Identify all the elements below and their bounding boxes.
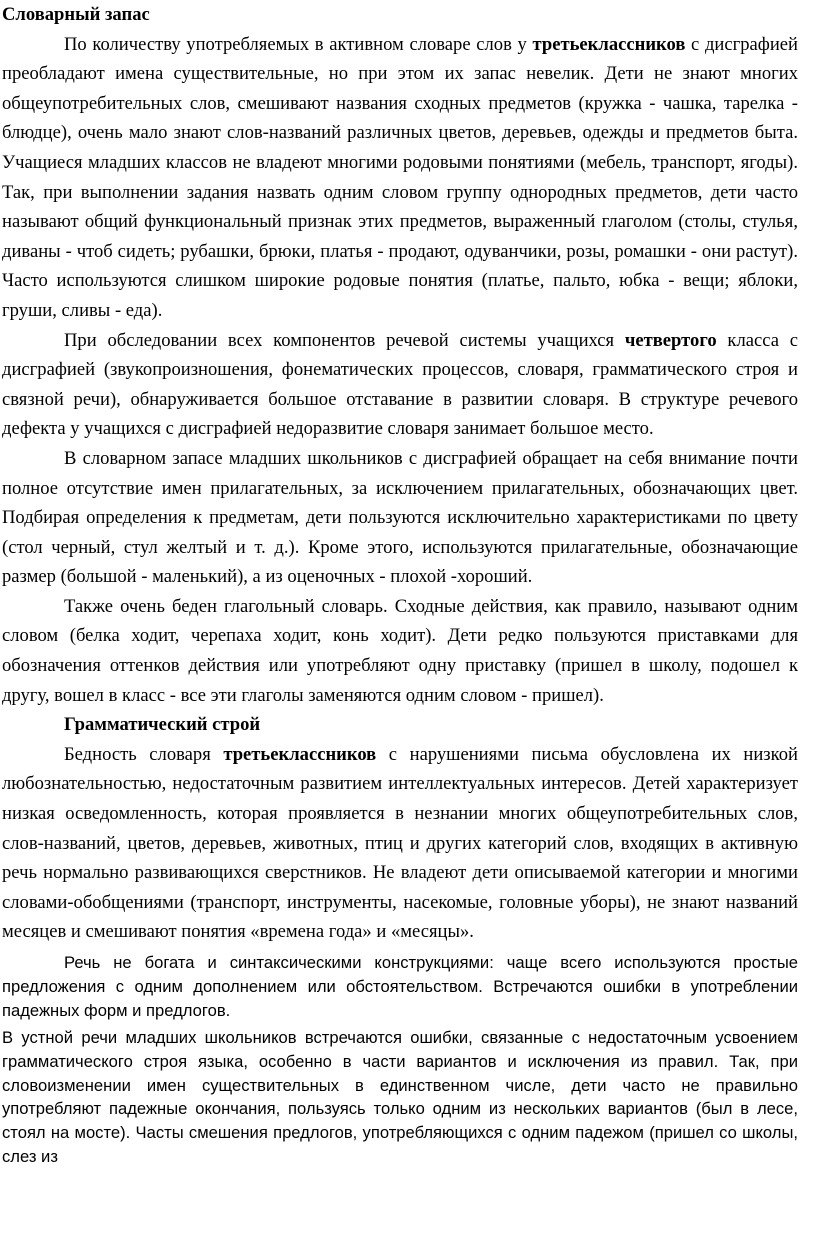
text-run: По количеству употребляемых в активном словаре слов у <box>64 33 533 55</box>
paragraph-verbs: Также очень беден глагольный словарь. Сходные действия, как правило, называют одним словом (белка ходит, черепаха ходит, конь ходит). Дети редко пользуются приставками для обозначения оттенков действия или употребляют одну приставку (пришел в школу, подошел к другу, вошел в класс - все эти глаголы заменяются одним словом - пришел). <box>2 595 798 706</box>
emphasis-fourth: четвертого <box>624 329 717 351</box>
text-run: с нарушениями письма обусловлена их низкой любознательностью, недостаточным развитием интеллектуальных интересов. Детей характеризует низкая осведомленность, которая проявляется в незнании многих общеупотребительных слов, слов-названий, цветов, деревьев, животных, птиц и других категорий слов, входящих в активную речь нормально развивающихся сверстников. Не владеют дети описываемой категории и многими словами-обобщениями (транспорт, инструменты, насекомые, головные уборы), не знают названий месяцев и смешивают понятия «времена года» и «месяцы». <box>2 743 798 943</box>
text-run: При обследовании всех компонентов речевой системы учащихся <box>64 329 625 351</box>
section-heading-vocabulary: Словарный запас <box>2 4 150 25</box>
paragraph-adjectives: В словарном запасе младших школьников с дисграфией обращает на себя внимание почти полное отсутствие имен прилагательных, за исключением прилагательных, обозначающих цвет. Подбирая определения к предметам, дети пользуются исключительно характеристиками по цвету (стол черный, стул желтый и т. д.). Кроме этого, используются прилагательные, обозначающие размер (большой - маленький), а из оценочных - плохой -хороший. <box>2 447 798 588</box>
emphasis-third-graders: третьеклассников <box>223 743 377 765</box>
paragraph-fourth-grade-survey <box>2 326 798 444</box>
text-run: класса с дисграфией (звукопроизношения, фонематических процессов, словаря, грамматического строя и связной речи), обнаруживается большое отставание в развитии словаря. В структуре речевого дефекта у учащихся с дисграфией недоразвитие словаря занимает большое место. <box>2 329 798 440</box>
section-heading-grammar: Грамматический строй <box>64 714 261 736</box>
emphasis-third-graders: третьеклассников <box>532 33 686 55</box>
text-run: Бедность словаря <box>64 743 224 765</box>
paragraph-syntax: Речь не богата и синтаксическими конструкциями: чаще всего используются простые предложения с одним дополнением или обстоятельством. Встречаются ошибки в употреблении падежных форм и предлогов. <box>2 953 798 1020</box>
text-run: с дисграфией преобладают имена существительные, но при этом их запас невелик. Дети не знают многих общеупотребительных слов, смешивают названия сходных предметов (кружка - чашка, тарелка - блюдце), очень мало знают слов-названий различных цветов, деревьев, одежды и предметов быта. Учащиеся младших классов не владеют многими родовыми понятиями (мебель, транспорт, ягоды). Так, при выполнении задания назвать одним словом группу однородных предметов, дети часто называют общий функциональный признак этих предметов, выраженный глаголом (столы, стулья, диваны - чтоб сидеть; рубашки, брюки, платья - продают, одуванчики, розы, ромашки - они растут). Часто используются слишком широкие родовые понятия (платье, пальто, юбка - вещи; яблоки, груши, сливы - еда). <box>2 33 799 321</box>
paragraph-oral-speech-errors: В устной речи младших школьников встречаются ошибки, связанные с недостаточным усвоением грамматического строя языка, особенно в части вариантов и исключения из правил. Так, при словоизменении имен существительных в единственном числе, дети часто не правильно употребляют падежные окончания, пользуясь только одним из нескольких вариантов (был в лесе, стоял на мосте). Часты смешения предлогов, употребляющихся с одним падежом (пришел со школы, слез из <box>2 1027 798 1167</box>
paragraph-vocabulary-nouns <box>2 30 798 326</box>
paragraph-vocabulary-poverty <box>2 740 798 947</box>
